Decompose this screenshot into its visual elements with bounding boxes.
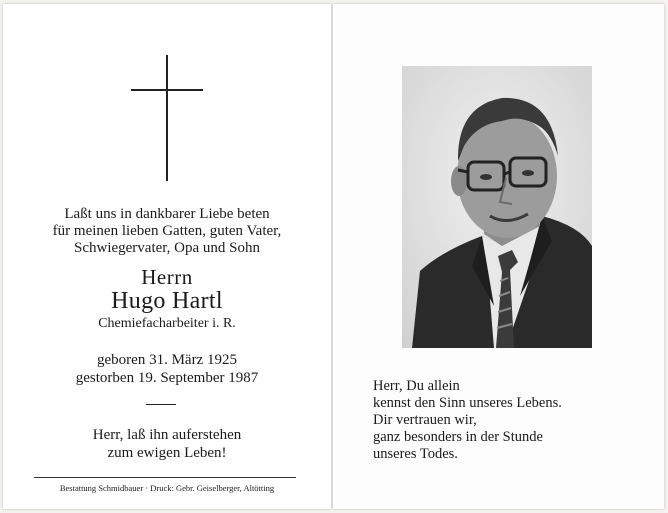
- printer-credit: Bestattung Schmidbauer · Druck: Gebr. Geiselberger, Altötting: [59, 483, 275, 493]
- prayer-line: Laßt uns in dankbarer Liebe beten: [64, 206, 270, 222]
- prayer-text: [0, 206, 334, 257]
- footer-rule: [34, 477, 296, 478]
- cross-icon: [131, 55, 203, 181]
- death-date: gestorben 19. September 1987: [75, 370, 259, 386]
- prayer-line: Schwiegervater, Opa und Sohn: [73, 240, 261, 256]
- closing-line: zum ewigen Leben!: [107, 445, 227, 461]
- birth-date: geboren 31. März 1925: [97, 352, 237, 368]
- verse-line: kennst den Sinn unseres Lebens.: [373, 395, 562, 411]
- verse-line: Dir vertrauen wir,: [373, 412, 477, 428]
- life-dates: [0, 351, 334, 387]
- closing-line: Herr, laß ihn auferstehen: [92, 427, 242, 443]
- verse-line: Herr, Du allein: [373, 378, 460, 394]
- closing-prayer: [0, 426, 334, 462]
- verse-line: unseres Todes.: [373, 446, 458, 462]
- portrait-photo: [402, 66, 592, 348]
- occupation: Chemiefacharbeiter i. R.: [98, 316, 236, 331]
- divider: [146, 404, 176, 405]
- verse-line: ganz besonders in der Stunde: [373, 429, 543, 445]
- honorific: Herrn: [141, 265, 193, 289]
- deceased-name: Hugo Hartl: [111, 288, 223, 314]
- verse-text: [373, 378, 562, 463]
- prayer-line: für meinen lieben Gatten, guten Vater,: [52, 223, 282, 239]
